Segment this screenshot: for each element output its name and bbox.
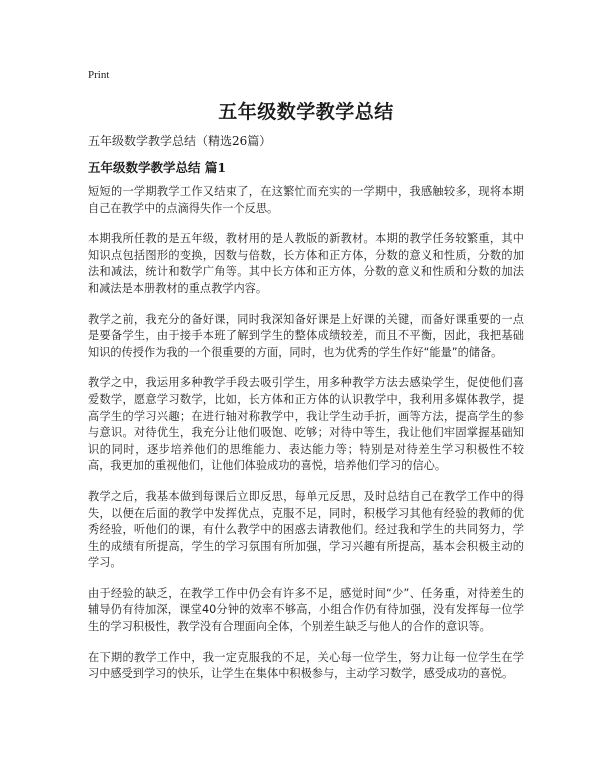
paragraph: 短短的一学期教学工作又结束了，在这繁忙而充实的一学期中，我感触较多，现将本期自己在教学中的点滴得失作一个反思。 bbox=[88, 185, 524, 215]
paragraph: 教学之后，我基本做到每课后立即反思，每单元反思，及时总结自己在教学工作中的得失，以便在后面的教学中发挥优点，克服不足，同时，积极学习其他有经验的教师的优秀经验，听他们的课，有什么教学中的困惑去请教他们。经过我和学生的共同努力，学生的成绩有所提高，学生的学习氛围有所加强，学习兴趣有所提高，基本会积极主动的学习。 bbox=[88, 489, 524, 570]
print-link[interactable]: Print bbox=[88, 69, 110, 81]
paragraph: 在下期的教学工作中，我一定克服我的不足，关心每一位学生，努力让每一位学生在学习中感受到学习的快乐，让学生在集体中积极参与，主动学习数学，感受成功的喜悦。 bbox=[88, 650, 524, 681]
document-body bbox=[88, 184, 524, 697]
paragraph: 教学之中，我运用多种教学手段去吸引学生，用多种教学方法去感染学生，促使他们喜爱数学，愿意学习数学，比如，长方体和正方体的认识教学中，我利用多媒体教学，提高学生的学习兴趣；在进行轴对称教学中，我让学生动手折，画等方法，提高学生的参与意识。对待优生，我充分让他们吸饱、吃够；对待中等生，我让他们牢固掌握基础知识的同时，逐步培养他们的思维能力、表达能力等；特别是对待差生学习积极性不较高，我更加的重视他们，让他们体验成功的喜悦，培养他们学习的信心。 bbox=[88, 376, 524, 473]
section-heading: 五年级数学教学总结 篇1 bbox=[88, 160, 227, 175]
paragraph: 由于经验的缺乏，在教学工作中仍会有许多不足，感觉时间“少”、任务重，对待差生的辅导仍有待加深，课堂40分钟的效率不够高，小组合作仍有待加强，没有发挥每一位学生的学习积极性，教学没有合理面向全体，个别差生缺乏与他人的合作的意识等。 bbox=[88, 586, 524, 634]
paragraph: 本期我所任教的是五年级，教材用的是人教版的新教材。本期的教学任务较繁重，其中知识点包括图形的变换，因数与倍数，长方体和正方体，分数的意义和性质，分数的加法和减法，统计和数学广角等。其中长方体和正方体，分数的意义和性质和分数的加法和减法是本册教材的重点教学内容。 bbox=[88, 232, 524, 295]
document-title: 五年级数学教学总结 bbox=[218, 101, 394, 123]
paragraph: 教学之前，我充分的备好课，同时我深知备好课是上好课的关键，而备好课重要的一点是要备学生，由于接手本班了解到学生的整体成绩较差，而且不平衡，因此，我把基础知识的传授作为我的一个很重要的方面，同时，也为优秀的学生作好“能量”的储备。 bbox=[88, 312, 524, 359]
document-subtitle: 五年级数学教学总结（精选26篇） bbox=[88, 134, 272, 148]
